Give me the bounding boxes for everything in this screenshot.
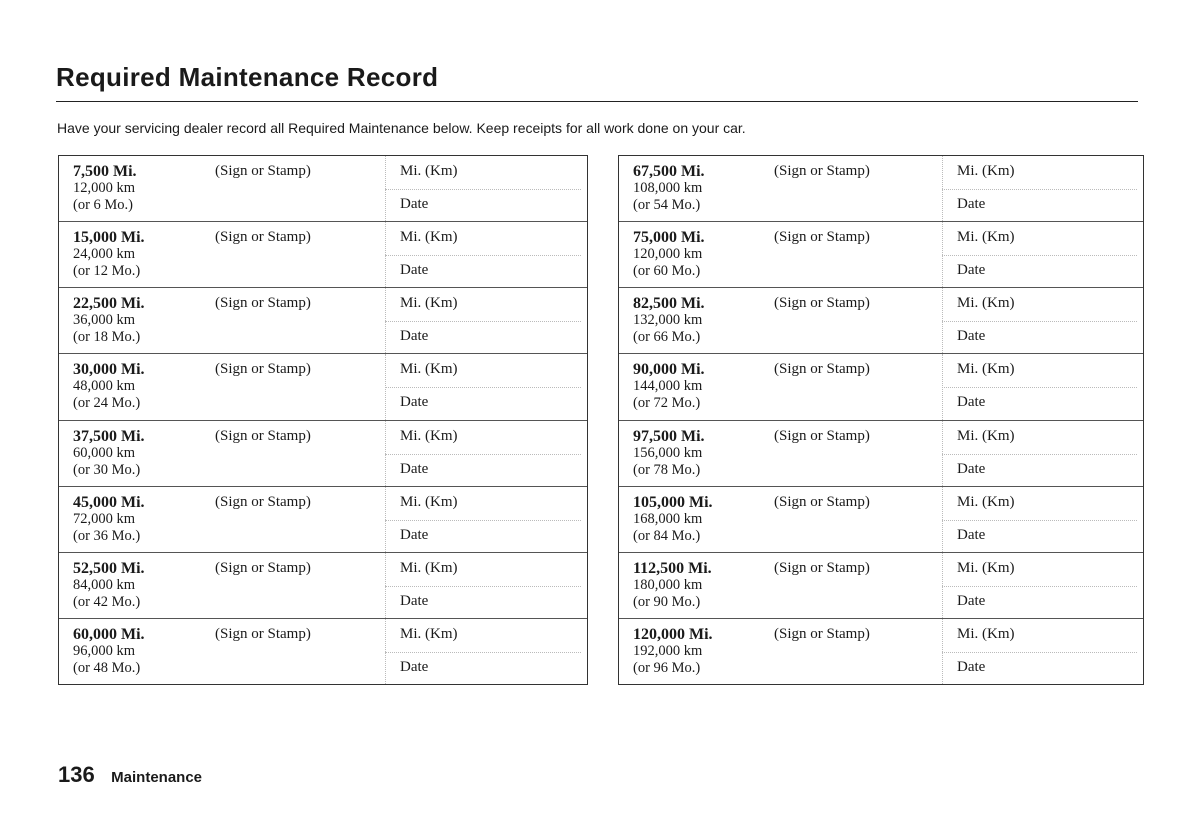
interval-miles: 45,000 Mi. xyxy=(73,493,145,511)
dotted-divider xyxy=(942,454,1137,455)
dotted-divider xyxy=(385,454,581,455)
sign-stamp-field[interactable]: (Sign or Stamp) xyxy=(215,229,311,246)
mileage-field[interactable]: Mi. (Km) xyxy=(400,427,458,444)
dotted-divider xyxy=(942,586,1137,587)
dotted-divider xyxy=(942,520,1137,521)
record-row xyxy=(619,221,1143,287)
record-row xyxy=(59,221,587,287)
dotted-divider xyxy=(385,321,581,322)
interval-miles: 105,000 Mi. xyxy=(633,493,713,511)
interval-km: 168,000 km xyxy=(633,510,703,527)
interval-months: (or 84 Mo.) xyxy=(633,527,701,544)
interval-months: (or 6 Mo.) xyxy=(73,197,134,213)
mileage-field[interactable]: Mi. (Km) xyxy=(400,361,458,378)
sign-stamp-field[interactable]: (Sign or Stamp) xyxy=(774,361,870,378)
record-row xyxy=(619,486,1143,552)
interval-months: (or 96 Mo.) xyxy=(633,659,701,676)
interval-months: (or 30 Mo.) xyxy=(73,461,141,478)
date-field[interactable]: Date xyxy=(400,460,429,477)
date-field[interactable]: Date xyxy=(400,526,429,543)
interval-km: 180,000 km xyxy=(633,576,703,593)
sign-stamp-field[interactable]: (Sign or Stamp) xyxy=(774,625,870,642)
interval-km: 48,000 km xyxy=(73,378,136,395)
record-row xyxy=(59,156,587,221)
date-field[interactable]: Date xyxy=(957,196,986,212)
page-footer xyxy=(58,762,202,788)
interval-miles: 37,500 Mi. xyxy=(73,427,145,445)
interval-cell xyxy=(633,626,713,677)
interval-miles: 7,500 Mi. xyxy=(73,163,137,180)
interval-miles: 60,000 Mi. xyxy=(73,625,145,643)
sign-stamp-field[interactable]: (Sign or Stamp) xyxy=(774,559,870,576)
dotted-divider xyxy=(385,255,581,256)
interval-cell xyxy=(633,428,705,479)
sign-stamp-field[interactable]: (Sign or Stamp) xyxy=(774,163,870,179)
interval-miles: 22,500 Mi. xyxy=(73,295,145,313)
interval-cell xyxy=(73,494,145,545)
interval-km: 96,000 km xyxy=(73,642,136,659)
dotted-divider xyxy=(942,189,1137,190)
interval-months: (or 54 Mo.) xyxy=(633,197,701,213)
interval-cell xyxy=(73,626,145,677)
date-field[interactable]: Date xyxy=(957,658,986,675)
interval-miles: 112,500 Mi. xyxy=(633,559,712,577)
mileage-field[interactable]: Mi. (Km) xyxy=(957,361,1015,378)
dotted-divider xyxy=(942,321,1137,322)
interval-months: (or 72 Mo.) xyxy=(633,395,701,412)
interval-cell xyxy=(73,295,145,346)
sign-stamp-field[interactable]: (Sign or Stamp) xyxy=(215,361,311,378)
sign-stamp-field[interactable]: (Sign or Stamp) xyxy=(774,427,870,444)
sign-stamp-field[interactable]: (Sign or Stamp) xyxy=(215,295,311,312)
record-row xyxy=(59,420,587,486)
mileage-field[interactable]: Mi. (Km) xyxy=(957,493,1015,510)
mileage-field[interactable]: Mi. (Km) xyxy=(957,427,1015,444)
interval-months: (or 90 Mo.) xyxy=(633,593,701,610)
interval-months: (or 78 Mo.) xyxy=(633,461,701,478)
interval-miles: 97,500 Mi. xyxy=(633,427,705,445)
interval-km: 132,000 km xyxy=(633,312,703,329)
interval-months: (or 60 Mo.) xyxy=(633,263,701,280)
mileage-field[interactable]: Mi. (Km) xyxy=(957,559,1015,576)
date-field[interactable]: Date xyxy=(400,328,429,345)
mileage-field[interactable]: Mi. (Km) xyxy=(957,295,1015,312)
interval-km: 60,000 km xyxy=(73,444,136,461)
interval-months: (or 18 Mo.) xyxy=(73,329,141,346)
sign-stamp-field[interactable]: (Sign or Stamp) xyxy=(215,625,311,642)
interval-km: 84,000 km xyxy=(73,576,136,593)
interval-cell xyxy=(633,163,705,214)
date-field[interactable]: Date xyxy=(957,262,986,279)
dotted-divider xyxy=(942,652,1137,653)
interval-cell xyxy=(73,361,145,412)
interval-cell xyxy=(633,229,705,280)
page-title: Required Maintenance Record xyxy=(56,62,439,92)
dotted-divider xyxy=(942,387,1137,388)
interval-km: 12,000 km xyxy=(73,180,136,196)
record-row xyxy=(619,420,1143,486)
sign-stamp-field[interactable]: (Sign or Stamp) xyxy=(215,493,311,510)
date-field[interactable]: Date xyxy=(400,394,429,411)
interval-months: (or 12 Mo.) xyxy=(73,263,141,280)
mileage-field[interactable]: Mi. (Km) xyxy=(400,559,458,576)
record-row xyxy=(59,552,587,618)
record-row xyxy=(619,618,1143,684)
dotted-divider xyxy=(385,189,581,190)
dotted-divider xyxy=(942,255,1137,256)
sign-stamp-field[interactable]: (Sign or Stamp) xyxy=(215,559,311,576)
dotted-divider xyxy=(385,586,581,587)
interval-cell xyxy=(73,560,145,611)
interval-miles: 52,500 Mi. xyxy=(73,559,145,577)
interval-months: (or 42 Mo.) xyxy=(73,593,141,610)
mileage-field[interactable]: Mi. (Km) xyxy=(400,163,458,179)
interval-km: 144,000 km xyxy=(633,378,703,395)
record-row xyxy=(619,552,1143,618)
interval-cell xyxy=(633,295,705,346)
interval-miles: 67,500 Mi. xyxy=(633,163,705,180)
maintenance-table-left xyxy=(58,155,588,685)
interval-miles: 75,000 Mi. xyxy=(633,229,705,247)
record-row xyxy=(59,353,587,419)
mileage-field[interactable]: Mi. (Km) xyxy=(957,163,1015,179)
sign-stamp-field[interactable]: (Sign or Stamp) xyxy=(215,427,311,444)
mileage-field[interactable]: Mi. (Km) xyxy=(400,493,458,510)
title-divider xyxy=(56,101,1138,102)
interval-km: 156,000 km xyxy=(633,444,703,461)
record-row xyxy=(59,287,587,353)
mileage-field[interactable]: Mi. (Km) xyxy=(400,625,458,642)
record-row xyxy=(619,353,1143,419)
date-field[interactable]: Date xyxy=(400,592,429,609)
record-row xyxy=(59,618,587,684)
interval-miles: 82,500 Mi. xyxy=(633,295,705,313)
interval-months: (or 48 Mo.) xyxy=(73,659,141,676)
dotted-divider xyxy=(385,520,581,521)
page-number: 136 xyxy=(58,762,95,787)
interval-km: 108,000 km xyxy=(633,180,703,196)
interval-miles: 15,000 Mi. xyxy=(73,229,145,247)
date-field[interactable]: Date xyxy=(957,328,986,345)
dotted-divider xyxy=(385,652,581,653)
mileage-field[interactable]: Mi. (Km) xyxy=(400,295,458,312)
interval-cell xyxy=(633,560,712,611)
interval-months: (or 66 Mo.) xyxy=(633,329,701,346)
interval-miles: 30,000 Mi. xyxy=(73,361,145,379)
date-field[interactable]: Date xyxy=(400,262,429,279)
date-field[interactable]: Date xyxy=(957,460,986,477)
mileage-field[interactable]: Mi. (Km) xyxy=(957,625,1015,642)
interval-cell xyxy=(73,229,145,280)
date-field[interactable]: Date xyxy=(957,394,986,411)
intro-text: Have your servicing dealer record all Required Maintenance below. Keep receipts for all work done on your car. xyxy=(57,120,746,136)
interval-km: 36,000 km xyxy=(73,312,136,329)
maintenance-table-right xyxy=(618,155,1144,685)
date-field[interactable]: Date xyxy=(400,658,429,675)
mileage-field[interactable]: Mi. (Km) xyxy=(400,229,458,246)
interval-miles: 120,000 Mi. xyxy=(633,625,713,643)
interval-km: 120,000 km xyxy=(633,246,703,263)
sign-stamp-field[interactable]: (Sign or Stamp) xyxy=(215,163,311,179)
interval-months: (or 36 Mo.) xyxy=(73,527,141,544)
interval-cell xyxy=(73,428,145,479)
sign-stamp-field[interactable]: (Sign or Stamp) xyxy=(774,295,870,312)
interval-cell xyxy=(633,494,713,545)
date-field[interactable]: Date xyxy=(400,196,429,212)
interval-cell xyxy=(633,361,705,412)
interval-km: 192,000 km xyxy=(633,642,703,659)
interval-months: (or 24 Mo.) xyxy=(73,395,141,412)
record-row xyxy=(59,486,587,552)
interval-cell xyxy=(73,163,137,214)
interval-km: 72,000 km xyxy=(73,510,136,527)
date-field[interactable]: Date xyxy=(957,592,986,609)
date-field[interactable]: Date xyxy=(957,526,986,543)
sign-stamp-field[interactable]: (Sign or Stamp) xyxy=(774,493,870,510)
interval-miles: 90,000 Mi. xyxy=(633,361,705,379)
interval-km: 24,000 km xyxy=(73,246,136,263)
mileage-field[interactable]: Mi. (Km) xyxy=(957,229,1015,246)
dotted-divider xyxy=(385,387,581,388)
record-row xyxy=(619,287,1143,353)
section-name: Maintenance xyxy=(111,769,203,786)
sign-stamp-field[interactable]: (Sign or Stamp) xyxy=(774,229,870,246)
record-row xyxy=(619,156,1143,221)
